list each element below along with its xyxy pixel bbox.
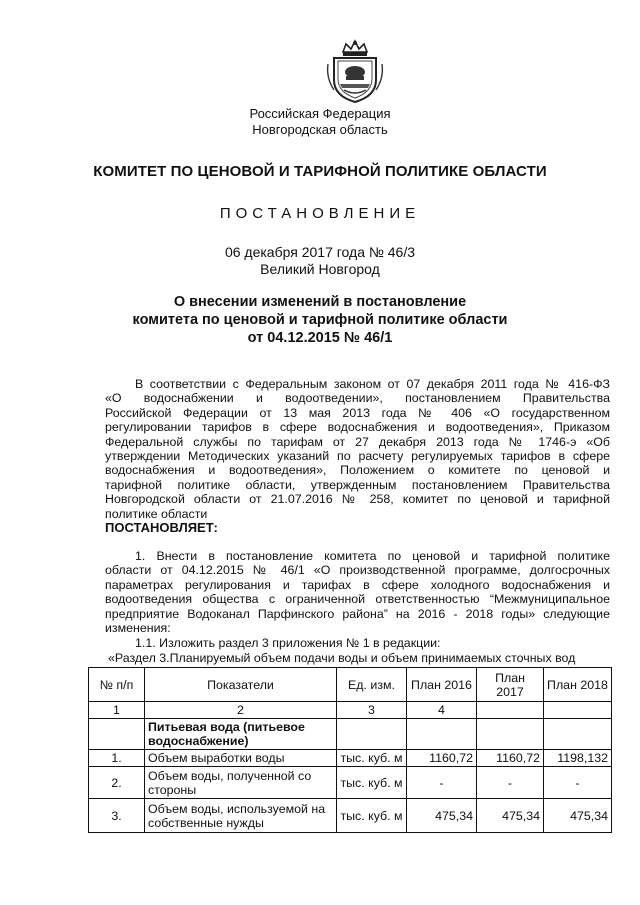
header-plan-2018: План 2018 (544, 668, 612, 702)
item-1-line: параметрах регулирования и тарифах в сфере холодного водоснабжения и (105, 577, 610, 592)
item-1-line: 1. Внести в постановление комитета по ценовой и тарифной политике (135, 549, 610, 563)
preamble-line: регулировании тарифов в сфере водоснабжения и водоотведения», Приказом (105, 420, 610, 435)
item-1-line: области от 04.12.2015 № 46/1 «О производственной программе, долгосрочных (105, 563, 610, 578)
row-value-2017: 1160,72 (477, 750, 544, 767)
row-unit: тыс. куб. м (337, 799, 407, 833)
document-city: Великий Новгород (260, 261, 380, 277)
header-plan-2016: План 2016 (407, 668, 477, 702)
preamble-line: В соответствии с Федеральным законом от 07 декабря 2011 года № 416-ФЗ (135, 377, 610, 391)
numbering-cell (477, 702, 544, 719)
header-num: № п/п (89, 668, 145, 702)
subject-line-3: от 04.12.2015 № 46/1 (247, 330, 393, 346)
committee-title: КОМИТЕТ ПО ЦЕНОВОЙ И ТАРИФНОЙ ПОЛИТИКЕ ОБЛАСТИ (93, 163, 547, 180)
preamble-line: «О водоснабжении и водоотведении», постановлением Правительства (105, 391, 610, 406)
preamble-line: Новгородской области от 21.07.2016 № 258, комитет по ценовой и тарифной (105, 492, 610, 507)
document-date-number: 06 декабря 2017 года № 46/3 (224, 244, 416, 260)
volumes-table (88, 667, 612, 833)
preamble-line: Федеральной службы по тарифам от 27 декабря 2013 года № 1746-э «Об (105, 434, 610, 449)
preamble-line: Российской Федерации от 13 мая 2013 года № 406 «О государственном (105, 405, 610, 420)
row-value-2016: - (407, 767, 477, 799)
header-indicator: Показатели (145, 668, 337, 702)
section-title: «Раздел 3.Планируемый объем подачи воды и объем принимаемых сточных вод (108, 651, 576, 665)
table-numbering-row (89, 702, 612, 719)
row-value-2017: - (477, 767, 544, 799)
document-type: ПОСТАНОВЛЕНИЕ (219, 205, 421, 222)
preamble-line: тарифной политике области, утвержденным постановлением Правительства (105, 477, 610, 492)
table-section-row (89, 719, 612, 750)
row-unit: тыс. куб. м (337, 750, 407, 767)
preamble-line: водоснабжения и водоотведения», Положением о комитете по ценовой и (105, 463, 610, 478)
preamble-line: политике области (105, 506, 208, 521)
item-1-paragraph (105, 549, 610, 635)
item-1-line: предприятие Водоканал Парфинского района” на 2016 - 2018 годы» следующие (105, 606, 610, 621)
item-1-1-line: 1.1. Изложить раздел 3 приложения № 1 в редакции: (135, 636, 441, 650)
table-row (89, 750, 612, 767)
header-plan-2017: План 2017 (477, 668, 544, 702)
row-value-2016: 475,34 (407, 799, 477, 833)
numbering-cell: 4 (407, 702, 477, 719)
item-1-line: изменения: (105, 621, 171, 636)
decree-word: ПОСТАНОВЛЯЕТ: (105, 520, 218, 535)
table-row (89, 767, 612, 799)
country-line: Российская Федерация (249, 106, 391, 121)
section-label: Питьевая вода (питьевое водоснабжение) (145, 719, 337, 750)
numbering-cell (544, 702, 612, 719)
row-value-2016: 1160,72 (407, 750, 477, 767)
row-unit: тыс. куб. м (337, 767, 407, 799)
header-unit: Ед. изм. (337, 668, 407, 702)
row-value-2018: 1198,132 (544, 750, 612, 767)
preamble-line: утверждении Методических указаний по расчету регулируемых тарифов в сфере (105, 449, 610, 464)
row-value-2018: - (544, 767, 612, 799)
row-value-2017: 475,34 (477, 799, 544, 833)
subject-line-2: комитета по ценовой и тарифной политике области (132, 312, 508, 328)
coat-of-arms-emblem (324, 38, 386, 104)
row-num: 3. (89, 799, 145, 833)
row-num: 2. (89, 767, 145, 799)
table-row (89, 799, 612, 833)
item-1-line: водоотведения общества с ограниченной ответственностью “Межмуниципальное (105, 592, 610, 607)
row-num: 1. (89, 750, 145, 767)
row-indicator: Объем выработки воды (145, 750, 337, 767)
numbering-cell: 3 (337, 702, 407, 719)
row-indicator: Объем воды, используемой на собственные нужды (145, 799, 337, 833)
row-value-2018: 475,34 (544, 799, 612, 833)
region-line: Новгородская область (252, 122, 388, 137)
row-indicator: Объем воды, полученной со стороны (145, 767, 337, 799)
numbering-cell: 1 (89, 702, 145, 719)
table-header-row (89, 668, 612, 702)
numbering-cell: 2 (145, 702, 337, 719)
subject-line-1: О внесении изменений в постановление (173, 294, 467, 310)
preamble-paragraph (105, 377, 610, 521)
